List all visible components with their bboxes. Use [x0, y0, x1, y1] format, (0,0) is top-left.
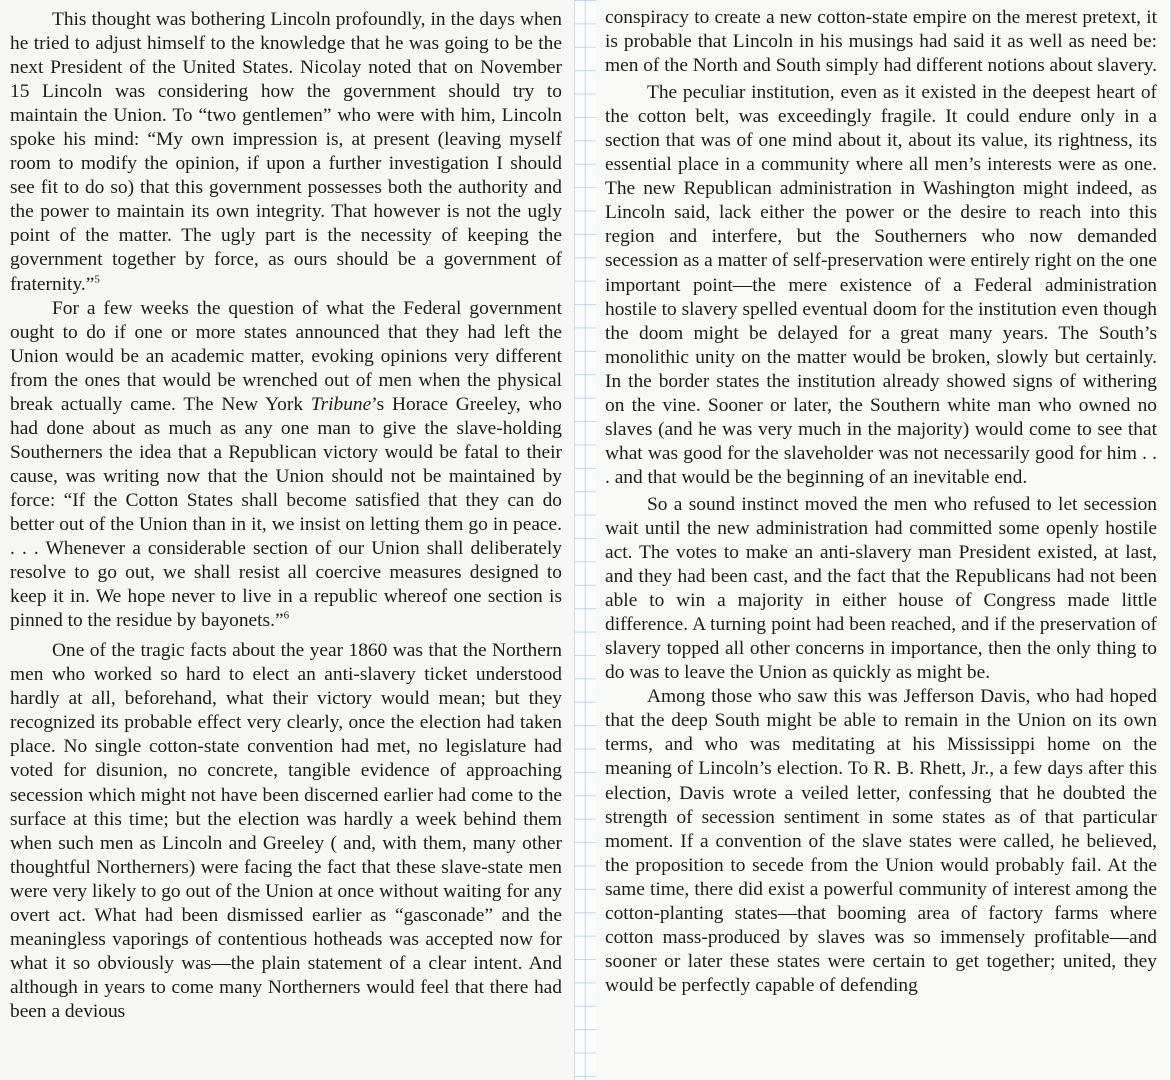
paragraph: This thought was bothering Lincoln profoundly, in the days when he tried to adjust himself to the knowledge that he was going to be the next President of the United States. Nicolay noted that on November 15 Lincoln was considering how the government should try to maintain the Union. To “two gentlemen” who were with him, Lincoln spoke his mind: “My own impression is, at present (leaving myself room to modify the opinion, if upon a further investigation I should see fit to do so) that this government possesses both the authority and the power to maintain its own integrity. That however is not the ugly point of the matter. The ugly part is the necessity of keeping the government together by force, as ours should be a government of fraternity.”$^5$: [10, 9, 562, 295]
left-text-column: [10, 8, 562, 1024]
paragraph: One of the tragic facts about the year 1860 was that the Northern men who worked so hard to elect an anti-slavery ticket understood hardly at all, beforehand, what their victory would mean; but they recognized its probable effect very clearly, once the election had taken place. No single cotton-state convention had met, no legislature had voted for disunion, no concrete, tangible evidence of approaching secession which might not have been discerned earlier had come to the surface at this time; but the election was hardly a week behind them when such men as Lincoln and Greeley ( and, with them, many other thoughtful Northerners) were facing the fact that these slave-state men were very likely to go out of the Union at once without waiting for any overt act. What had been dismissed earlier as “gasconade” and the meaningless vaporings of contentious hotheads was accepted now for what it so obviously was—the plain statement of a clear intent. And although in years to come many Northerners would feel that there had been a devious: [10, 640, 562, 1022]
footnote-marker: 5: [94, 273, 100, 286]
newspaper-title: Tribune: [310, 393, 372, 415]
footnote-marker: 6: [283, 609, 290, 622]
right-text-column: [605, 6, 1157, 998]
paragraph: Among those who saw this was Jefferson Davis, who had hoped that the deep South might be able to remain in the Union on its own terms, and who was meditating at his Mississippi home on the meaning of Lincoln’s election. To R. B. Rhett, Jr., a few days after this election, Davis wrote a veiled letter, confessing that he doubted the strength of secession sentiment in some states as of that particular moment. If a convention of the slave states were called, he believed, the proposition to secede from the Union would probably fail. At the same time, there did exist a powerful community of interest among the cotton-planting states—that booming area of factory farms where cotton mass-produced by slaves was so immensely profitable—and sooner or later these states were certain to get together; united, they would be perfectly capable of defending: [605, 686, 1157, 996]
paragraph: The peculiar institution, even as it existed in the deepest heart of the cotton belt, was exceedingly fragile. It could endure only in a section that was of one mind about it, about its value, its rightness, its essential place in a community where all men’s interests were as one. The new Republican administration in Washington might indeed, as Lincoln said, lack either the power or the desire to reach into this region and interfere, but the Southerners who now demanded secession as a matter of self-preservation were entirely right on the one important point—the mere existence of a Federal administration hostile to slavery spelled eventual doom for the institution even though the doom might be delayed for a great many years. The South’s monolithic unity on the matter would be broken, slowly but certainly. In the border states the institution already showed signs of withering on the vine. Sooner or later, the Southern white man who owned no slaves (and he was very much in the majority) would come to see that what was good for the slaveholder was not necessarily good for him . . . and that would be the beginning of an inevitable end.: [605, 82, 1157, 488]
paragraph: So a sound instinct moved the men who refused to let secession wait until the new administration had committed some openly hostile act. The votes to make an anti-slavery man President existed, at last, and they had been cast, and the fact that the Republicans had not been able to win a majority in either house of Congress made little difference. A turning point had been reached, and if the preservation of slavery topped all other concerns in importance, then the only thing to do was to leave the Union as quickly as might be.: [605, 493, 1157, 684]
paragraph: For a few weeks the question of what the Federal government ought to do if one or more states announced that they had left the Union would be an academic matter, evoking opinions very different from the ones that would be wrenched out of men when the physical break actually came. The New York Tribune’s Horace Greeley, who had done about as much as any one man to give the slave-holding Southerners the idea that a Republican victory would be fatal to their cause, was writing now that the Union should not be maintained by force: “If the Cotton States shall become satisfied that they can do better out of the Union than in it, we insist on letting them go in peace. . . . Whenever a considerable section of our Union shall deliberately resolve to go out, we shall resist all coercive measures designed to keep it in. We hope never to live in a republic whereof one section is pinned to the residue by bayonets.”$^6$: [10, 297, 562, 632]
paragraph-continued: conspiracy to create a new cotton-state empire on the merest pretext, it is probable that Lincoln in his musings had said it as well as need be: men of the North and South simply had different notions about slavery.: [605, 7, 1157, 77]
